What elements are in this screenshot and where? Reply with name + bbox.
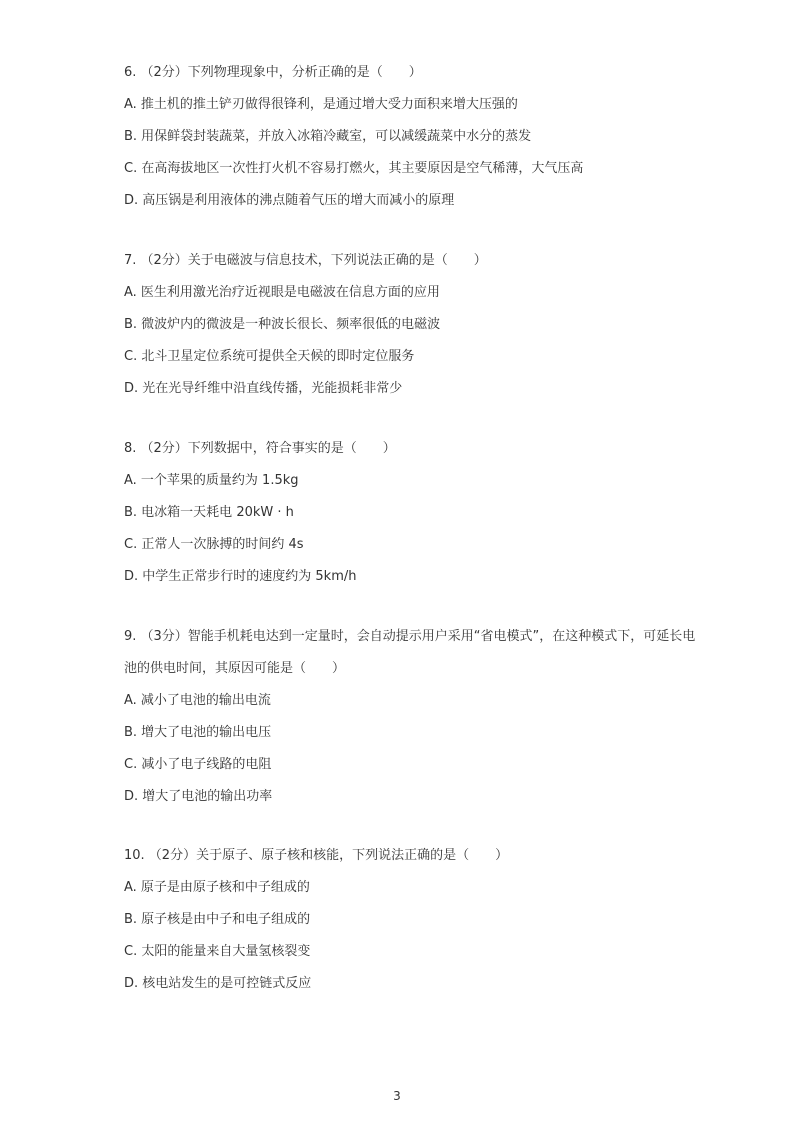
question-stem-line-2: 池的供电时间，其原因可能是（ ）: [124, 661, 346, 676]
question-6: [124, 57, 754, 217]
option-a: A. 减小了电池的输出电流: [124, 693, 271, 708]
option-b: B. 用保鲜袋封装蔬菜，并放入冰箱冷藏室，可以减缓蔬菜中水分的蒸发: [124, 129, 532, 144]
option-c: C. 太阳的能量来自大量氢核裂变: [124, 944, 311, 959]
option-d: D. 核电站发生的是可控链式反应: [124, 976, 312, 991]
option-a: A. 原子是由原子核和中子组成的: [124, 880, 310, 895]
option-c: C. 正常人一次脉搏的时间约 4s: [124, 537, 304, 552]
option-a: A. 推土机的推土铲刃做得很锋利，是通过增大受力面积来增大压强的: [124, 97, 518, 112]
option-d: D. 中学生正常步行时的速度约为 5km/h: [124, 569, 357, 584]
question-stem: 10. （2分）关于原子、原子核和核能，下列说法正确的是（ ）: [124, 848, 509, 863]
option-b: B. 微波炉内的微波是一种波长很长、频率很低的电磁波: [124, 317, 441, 332]
option-d: D. 光在光导纤维中沿直线传播，光能损耗非常少: [124, 381, 403, 396]
option-d: D. 增大了电池的输出功率: [124, 789, 273, 804]
option-c: C. 在高海拔地区一次性打火机不容易打燃火，其主要原因是空气稀薄，大气压高: [124, 161, 584, 176]
question-stem: 6. （2分）下列物理现象中，分析正确的是（ ）: [124, 65, 422, 80]
question-7: [124, 245, 754, 405]
option-d: D. 高压锅是利用液体的沸点随着气压的增大而减小的原理: [124, 193, 455, 208]
question-stem: 8. （2分）下列数据中，符合事实的是（ ）: [124, 441, 396, 456]
question-9: [124, 621, 754, 813]
question-stem: 7. （2分）关于电磁波与信息技术，下列说法正确的是（ ）: [124, 253, 487, 268]
page-number: 3: [393, 1089, 401, 1103]
question-10: [124, 840, 754, 1000]
question-stem-line-1: 9. （3分）智能手机耗电达到一定量时，会自动提示用户采用“省电模式”，在这种模式下，可延长电: [124, 629, 696, 644]
option-c: C. 北斗卫星定位系统可提供全天候的即时定位服务: [124, 349, 415, 364]
option-b: B. 原子核是由中子和电子组成的: [124, 912, 311, 927]
option-a: A. 一个苹果的质量约为 1.5kg: [124, 473, 299, 488]
option-b: B. 电冰箱一天耗电 20kW · h: [124, 505, 294, 520]
option-c: C. 减小了电子线路的电阻: [124, 757, 272, 772]
option-b: B. 增大了电池的输出电压: [124, 725, 272, 740]
question-8: [124, 433, 754, 593]
option-a: A. 医生利用激光治疗近视眼是电磁波在信息方面的应用: [124, 285, 440, 300]
